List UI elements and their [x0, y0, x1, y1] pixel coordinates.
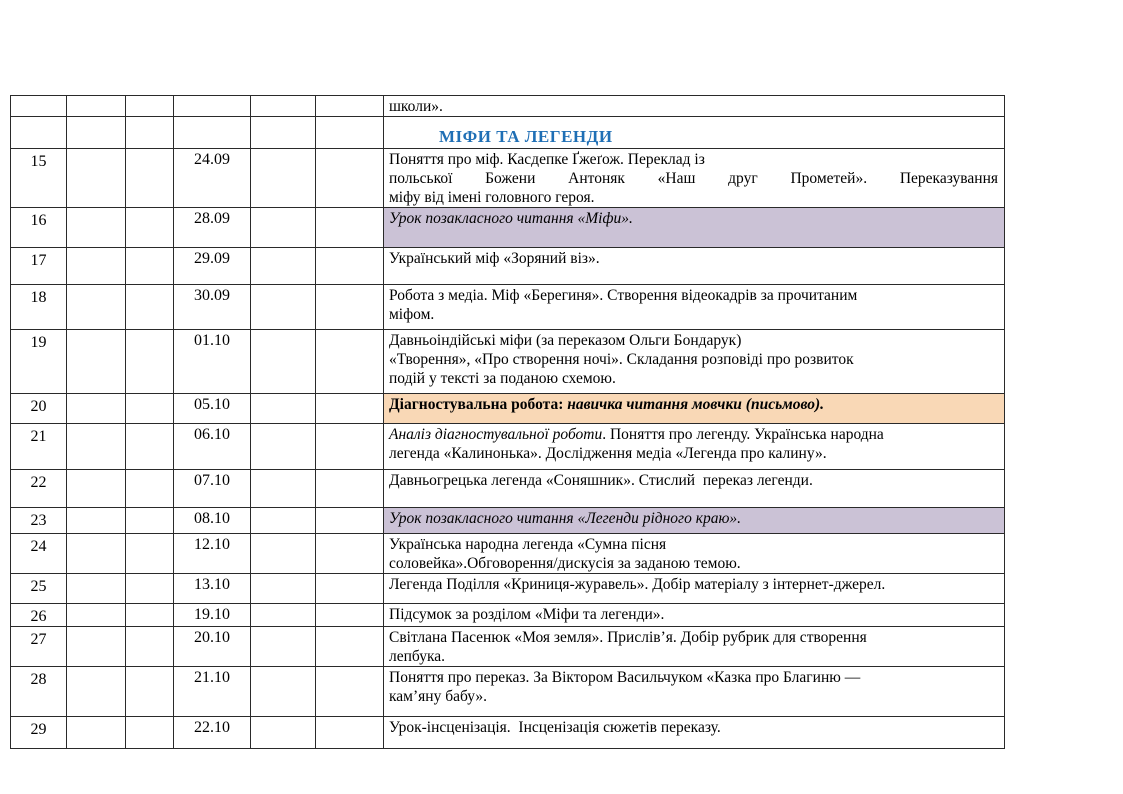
date-cell: 19.10: [174, 604, 251, 627]
empty-cell: [251, 470, 316, 508]
topic-text-segment: Світлана Пасенюк «Моя земля». Прислів’я. Добір рубрик для створення: [389, 629, 867, 646]
lesson-row: [11, 149, 1005, 208]
empty-cell: [316, 667, 384, 717]
topic-text-segment: Підсумок за розділом «Міфи та легенди».: [389, 606, 665, 623]
empty-cell: [316, 424, 384, 470]
empty-cell: [67, 149, 126, 208]
topic-line: [389, 305, 998, 324]
date-cell: 06.10: [174, 424, 251, 470]
empty-cell: [316, 149, 384, 208]
topic-text-segment: польської Божени Антоняк «Наш друг Прометей». Переказування: [389, 170, 998, 187]
lesson-number-cell: 19: [11, 330, 67, 394]
empty-cell: [126, 208, 174, 248]
empty-cell: [67, 508, 126, 534]
topic-cell: [384, 508, 1005, 534]
empty-cell: [67, 604, 126, 627]
topic-line: [389, 425, 998, 444]
topic-line: [389, 150, 998, 169]
lesson-row: [11, 667, 1005, 717]
date-cell: 29.09: [174, 248, 251, 285]
empty-cell: [251, 394, 316, 424]
topic-line: [389, 169, 998, 188]
topic-line: [389, 509, 998, 528]
empty-cell: [251, 330, 316, 394]
empty-cell: [126, 717, 174, 749]
topic-cell: [384, 424, 1005, 470]
topic-line: [389, 331, 998, 350]
empty-cell: [67, 627, 126, 667]
empty-cell: [67, 394, 126, 424]
empty-cell: [174, 117, 251, 149]
empty-cell: [126, 508, 174, 534]
topic-line: [389, 535, 998, 554]
topic-line: [389, 605, 998, 624]
empty-cell: [316, 96, 384, 117]
lesson-row: [11, 330, 1005, 394]
topic-text-segment: Урок позакласного читання «Міфи».: [389, 210, 633, 227]
topic-cell: [384, 394, 1005, 424]
topic-line: [389, 575, 998, 594]
topic-cell: [384, 285, 1005, 330]
empty-cell: [251, 117, 316, 149]
topic-line: [389, 395, 998, 414]
section-title: МІФИ ТА ЛЕГЕНДИ: [439, 127, 613, 146]
empty-cell: [67, 208, 126, 248]
lesson-row: [11, 508, 1005, 534]
section-header-cell: [384, 117, 1005, 149]
lesson-row: [11, 627, 1005, 667]
lesson-number-cell: 18: [11, 285, 67, 330]
empty-cell: [67, 717, 126, 749]
date-cell: 30.09: [174, 285, 251, 330]
topic-text-segment: Український міф «Зоряний віз».: [389, 250, 600, 267]
lesson-plan-table: [10, 95, 1005, 749]
topic-cell: [384, 627, 1005, 667]
empty-cell: [126, 285, 174, 330]
topic-text-segment: Давньоіндійські міфи (за переказом Ольги Бондарук): [389, 332, 742, 349]
empty-cell: [316, 394, 384, 424]
empty-cell: [316, 330, 384, 394]
topic-line: [389, 687, 998, 706]
lesson-number-cell: 20: [11, 394, 67, 424]
empty-cell: [67, 96, 126, 117]
lesson-row: [11, 394, 1005, 424]
continuation-row: [11, 96, 1005, 117]
schedule-table-body: [11, 96, 1005, 749]
empty-cell: [126, 248, 174, 285]
topic-text-segment: Поняття про переказ. За Віктором Васильчуком «Казка про Благиню —: [389, 669, 861, 686]
topic-text-segment: подій у тексті за поданою схемою.: [389, 370, 616, 387]
date-cell: 05.10: [174, 394, 251, 424]
empty-cell: [126, 96, 174, 117]
topic-line: [389, 647, 998, 666]
empty-cell: [251, 604, 316, 627]
empty-cell: [316, 574, 384, 604]
empty-cell: [316, 717, 384, 749]
topic-cell: [384, 667, 1005, 717]
date-cell: 12.10: [174, 534, 251, 574]
topic-cell: [384, 248, 1005, 285]
empty-cell: [67, 534, 126, 574]
empty-cell: [251, 574, 316, 604]
empty-cell: [126, 424, 174, 470]
lesson-row: [11, 285, 1005, 330]
empty-cell: [316, 285, 384, 330]
topic-cell: [384, 574, 1005, 604]
lesson-row: [11, 534, 1005, 574]
lesson-number-cell: 26: [11, 604, 67, 627]
date-cell: 21.10: [174, 667, 251, 717]
topic-text-segment: Поняття про міф. Касдепке Ґжеґож. Переклад із: [389, 151, 705, 168]
lesson-number-cell: 16: [11, 208, 67, 248]
topic-text-segment: Українська народна легенда «Сумна пісня: [389, 536, 667, 553]
continuation-text: школи».: [389, 98, 443, 115]
lesson-number-cell: 15: [11, 149, 67, 208]
empty-cell: [316, 117, 384, 149]
topic-cell: [384, 96, 1005, 117]
topic-text-segment: Діагностувальна робота:: [389, 396, 568, 413]
lesson-number-cell: 25: [11, 574, 67, 604]
empty-cell: [174, 96, 251, 117]
topic-line: [389, 628, 998, 647]
lesson-number-cell: 22: [11, 470, 67, 508]
empty-cell: [67, 424, 126, 470]
empty-cell: [11, 96, 67, 117]
topic-text-segment: міфом.: [389, 306, 435, 323]
date-cell: 22.10: [174, 717, 251, 749]
empty-cell: [316, 470, 384, 508]
topic-text-segment: кам’яну бабу».: [389, 688, 488, 705]
topic-line: [389, 188, 998, 207]
topic-text-segment: лепбука.: [389, 648, 446, 665]
lesson-row: [11, 248, 1005, 285]
section-header-row: [11, 117, 1005, 149]
topic-cell: [384, 604, 1005, 627]
empty-cell: [251, 627, 316, 667]
topic-text-segment: Урок позакласного читання «Легенди рідного краю».: [389, 510, 742, 527]
topic-text-segment: Аналіз діагностувальної роботи: [389, 426, 603, 443]
empty-cell: [126, 604, 174, 627]
topic-line: [389, 718, 998, 737]
lesson-number-cell: 29: [11, 717, 67, 749]
topic-line: [389, 350, 998, 369]
date-cell: 13.10: [174, 574, 251, 604]
date-cell: 08.10: [174, 508, 251, 534]
topic-line: [389, 209, 998, 228]
empty-cell: [316, 208, 384, 248]
empty-cell: [251, 285, 316, 330]
lesson-row: [11, 424, 1005, 470]
topic-text-segment: навичка читання мовчки (письмово).: [567, 396, 825, 413]
empty-cell: [316, 508, 384, 534]
topic-line: [389, 471, 998, 490]
topic-text-segment: легенда «Калинонька». Дослідження медіа «Легенда про калину».: [389, 445, 827, 462]
empty-cell: [126, 627, 174, 667]
topic-line: [389, 444, 998, 463]
empty-cell: [251, 667, 316, 717]
date-cell: 20.10: [174, 627, 251, 667]
topic-text-segment: Легенда Поділля «Криниця-журавель». Добір матеріалу з інтернет-джерел.: [389, 576, 886, 593]
topic-text-segment: . Поняття про легенду. Українська народна: [602, 426, 884, 443]
empty-cell: [251, 534, 316, 574]
empty-cell: [251, 508, 316, 534]
empty-cell: [251, 248, 316, 285]
empty-cell: [126, 149, 174, 208]
topic-cell: [384, 330, 1005, 394]
topic-text-segment: Давньогрецька легенда «Соняшник». Стислий переказ легенди.: [389, 472, 813, 489]
lesson-row: [11, 604, 1005, 627]
empty-cell: [126, 667, 174, 717]
lesson-row: [11, 574, 1005, 604]
empty-cell: [67, 574, 126, 604]
topic-cell: [384, 534, 1005, 574]
date-cell: 28.09: [174, 208, 251, 248]
lesson-number-cell: 24: [11, 534, 67, 574]
date-cell: 07.10: [174, 470, 251, 508]
topic-cell: [384, 208, 1005, 248]
topic-cell: [384, 149, 1005, 208]
topic-text-segment: міфу від імені головного героя.: [389, 189, 595, 206]
empty-cell: [126, 534, 174, 574]
date-cell: 01.10: [174, 330, 251, 394]
empty-cell: [251, 717, 316, 749]
lesson-number-cell: 17: [11, 248, 67, 285]
date-cell: 24.09: [174, 149, 251, 208]
lesson-row: [11, 470, 1005, 508]
empty-cell: [316, 604, 384, 627]
lesson-number-cell: 28: [11, 667, 67, 717]
lesson-row: [11, 717, 1005, 749]
empty-cell: [251, 208, 316, 248]
topic-cell: [384, 470, 1005, 508]
empty-cell: [11, 117, 67, 149]
topic-line: [389, 554, 998, 573]
lesson-number-cell: 27: [11, 627, 67, 667]
topic-text-segment: «Творення», «Про створення ночі». Складання розповіді про розвиток: [389, 351, 854, 368]
topic-text-segment: Урок-інсценізація. Інсценізація сюжетів переказу.: [389, 719, 721, 736]
empty-cell: [316, 248, 384, 285]
empty-cell: [126, 574, 174, 604]
empty-cell: [251, 149, 316, 208]
lesson-number-cell: 21: [11, 424, 67, 470]
topic-line: [389, 249, 998, 268]
empty-cell: [67, 285, 126, 330]
empty-cell: [251, 96, 316, 117]
topic-line: [389, 369, 998, 388]
empty-cell: [316, 627, 384, 667]
topic-line: [389, 286, 998, 305]
empty-cell: [67, 470, 126, 508]
empty-cell: [67, 117, 126, 149]
empty-cell: [251, 424, 316, 470]
empty-cell: [67, 667, 126, 717]
topic-text-segment: соловейка».Обговорення/дискусія за заданою темою.: [389, 555, 741, 572]
empty-cell: [126, 470, 174, 508]
lesson-row: [11, 208, 1005, 248]
empty-cell: [126, 330, 174, 394]
empty-cell: [126, 117, 174, 149]
empty-cell: [316, 534, 384, 574]
lesson-number-cell: 23: [11, 508, 67, 534]
topic-cell: [384, 717, 1005, 749]
empty-cell: [67, 248, 126, 285]
empty-cell: [126, 394, 174, 424]
topic-line: [389, 668, 998, 687]
empty-cell: [67, 330, 126, 394]
topic-text-segment: Робота з медіа. Міф «Берегиня». Створення відеокадрів за прочитаним: [389, 287, 858, 304]
